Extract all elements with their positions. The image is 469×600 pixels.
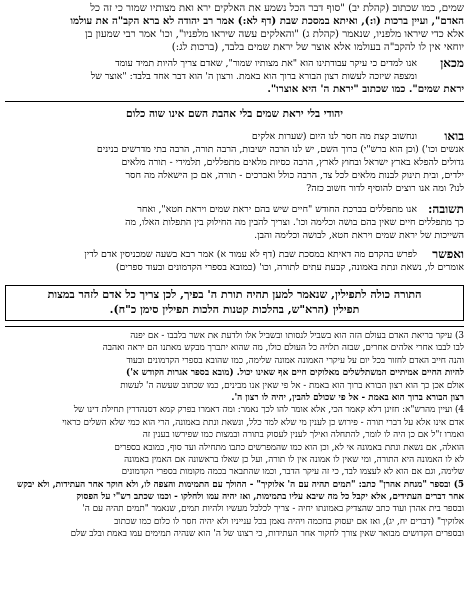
footnote-line: והנה חייב האדם לחזור בכל יום על עיקרי האמונה אמונה שלימה, כמו שהובא בספרי הקדמונים ובעוד bbox=[126, 355, 464, 366]
bou-paragraph bbox=[5, 143, 464, 195]
text-line: אומרים לו, נשאת ונתת באמונה, קבעת עתים לתורה, וכו' (כמובא בספרי הקדמונים ובעוד ספרים) bbox=[115, 262, 464, 273]
teshuva-paragraph bbox=[5, 216, 464, 242]
text-line: כך מתפללים חיים שאין בהם בושה וכלימה וכו'. וצריך להבין מה החילוק בין התפלות האלו, מה bbox=[125, 217, 464, 228]
footnote-line: ובספרים הקדושים מבואר שאין צורך לחקור אחר העתידות, כי רצונו של ה' הוא שנהיה תמימים עמו באמת ובלב שלם bbox=[70, 529, 464, 540]
section-label-veefshar: ואפשר bbox=[432, 247, 464, 261]
mekor-paragraph-end bbox=[5, 83, 464, 96]
footnote-line: הואלה, אם נשאת ונתת באמונה אי לא, וכן הוא כמו שהמפרשים כתבו מתחילה ועד סוף, כמובא בספרים bbox=[114, 442, 464, 453]
footnote-line: 5) ובספר "מנחת אהרן" כתב: "תמים תהיה עם ה' אלוקיך" - ההולך עם התמימות והצפה לו, ולא חוקר אחר העתידות, ולא יבקש bbox=[16, 479, 464, 490]
footnote-rule bbox=[5, 326, 464, 327]
footnote-line: להיות החיים אמיתיים המשתלשלים מאלוקים חיים אף שאינו יכול. (מובא בספר אגרות הקודש א') bbox=[126, 368, 464, 379]
footnote-line: לא לו האמונה היא התורה, ומי שאין לו אמונה אין לו תורה, ועל כן שאלו בראשונה אם האמין באמונה bbox=[124, 454, 464, 465]
text-line: שמים, כמו שכתוב (קהלת יב) "סוף דבר הכל נשמע את האלקים ירא ואת מצותיו שמור כי זה כל bbox=[90, 3, 464, 14]
text-line: אנו למדים כי עיקר עבודתינו הוא "את מצותיו שמור", שאדם צריך להיות תמיד עומד bbox=[115, 58, 417, 69]
text-line: ילדים, ובית תינוק לבנות מלאים לכל צד, הרבה כולל ואברכים - תורה, אם כן הישאלה מה חסר bbox=[125, 170, 464, 181]
text-line: אנשים וכו') (וכן הוא ברש"י) ברוך השם, יש לנו הרבה ישיבות, הרבה תורה, הרבה בתי מדרשים בנינים bbox=[96, 144, 464, 155]
footnote-line: אולם אכן כך הוא רצון הבורא ברוך הוא באמת - אל פי שאין אנו מבינים, כמו שכתוב שעשה ה' לעשות bbox=[120, 380, 464, 391]
text-line: לפרש בהקדם מה דאיתא במסכת שבת (דף לא עמוד א) אמר רבא בשעה שמכניסין אדם לדין bbox=[84, 249, 417, 260]
text-line: אנו מתפללים בברכת החודש "חיים שיש בהם יראת שמים ויראת חטא", ואחר bbox=[137, 204, 417, 215]
footnote-line: שלימה, וגם אם הוא לא לעצמו לבד, כי זה עיקר הדבר, וכמו שהתבאר בכמה מקומות בספרי הקדמונים bbox=[121, 467, 464, 478]
footnote-line: 4) ועיין מהרש"א: חזינן דלא קאמר הכי, אלא אומר להו לכך נאמר: ומה דאמרו בפרק קמא דסנהדרין תחילת דינו של bbox=[73, 405, 464, 416]
text-line: ומצפה שיזכה לעשות רצון הבורא ברוך הוא באמת. ורצון ה' הוא דבר אחד בלבד: "אוצר של bbox=[90, 71, 417, 82]
footnote-line: אחר דברים העתידים, אלא יקבל כל מה שיבא עליו בתמימות, ואז יהיה עמו ולחלקו - וכמו שכתב רש"י על הפסוק bbox=[76, 492, 464, 503]
highlight-box bbox=[5, 285, 464, 321]
section-label-teshuva: תשובה: bbox=[428, 202, 464, 216]
veefshar-paragraph bbox=[5, 261, 464, 274]
footnote-line: ואמרו ז"ל אם כן היה לו לומר, להתחלה ואילך לענין לעסוק בתורה ובמצות כמו שפירשו בענין זה bbox=[142, 430, 464, 441]
footnote-line: אדם אינו אלא על דברי תורה - פירוש כן לענין מי שלא למד כלל, ונשאת ונתת באמונה, הרי הוא כמי שלא השלים כראוי bbox=[62, 417, 464, 428]
veefshar-paragraph-first bbox=[5, 248, 417, 261]
text-line: ונחשוב קצת מה חסר לנו היום (שערות אלקים bbox=[251, 131, 417, 142]
footnote-line: ובספר בית אהרן ועוד כתב שהצדיק באמונתו יחיה - צריך לכלכל מעשיו ולהיות תמים, שנאמר "תמים תהיה עם ה' bbox=[82, 504, 464, 515]
text-line: אלא כדי שיראו מלפניו, שנאמר (קהלת ג) "והאלקים עשה שיראו מלפניו", וכו' אמר רבי שמעון בן bbox=[84, 29, 464, 40]
text-line: יראת שמים". כמו שכתוב "יראת ה' היא אוצרו". bbox=[267, 83, 464, 95]
text-line: האדם", ועיין ברכות (ו:), ואיתא במסכת שבת (דף לא:) אמר רב יהודה לא ברא הקב"ה את עולמו bbox=[70, 15, 464, 27]
box-line: התורה כולה לתפילין, שנאמר למען תהיה תורת ה' בפיך, לכן צריך כל אדם לזהר במצות bbox=[47, 288, 422, 301]
bou-paragraph-first bbox=[5, 130, 417, 143]
section-heading: יהודי בלי יראת שמים בלי אהבת השם אינו שוה כלום bbox=[126, 108, 343, 120]
text-line: גדולים להפלא בארץ ישראל ובחוץ לארץ, הרבה כסיות מלאים מתפללים, תלמידי - תורה מלאים bbox=[121, 157, 464, 168]
text-line: יוחאי אין לו להקב"ה בעולמו אלא אוצר של יראת שמים בלבד, (ברכות לג:) bbox=[171, 42, 464, 53]
footnote-line: אלוקיך" (דברים יח, יג), ואז אם יעסוק בחכמה ויהיה נאמן בכל ענייניו ולא יהיה חסר לו כלום כמו שכתוב bbox=[114, 516, 464, 527]
text-line: לנו? ומה אנו רוצים להוסיף לדור חשוב כזה? bbox=[306, 183, 464, 194]
footnote-line: לבו לבבו אחרי אלהים אחרים, שבזה תלויה כל העולם כולו, מה שהוא יתברך מבקש מאתנו הם יראה ואהבה bbox=[102, 343, 464, 354]
section-label-mekor: מכאן bbox=[440, 56, 464, 70]
text-line: השייכות של יראת שמים ויראת חטא, לבושה וכלימה והבן. bbox=[254, 230, 464, 241]
footnote-line: 3) עיקר בריאת האדם בעולם הזה הוא בשביל לנסותו ובשביל אלו ולדעת את אשר בלבבו - אם יפנה bbox=[130, 331, 464, 341]
box-line: תפילין (הרא"ש, בהלכות קטנות הלכות תפילין סימן כ"ח). bbox=[109, 303, 360, 316]
mekor-paragraph bbox=[5, 57, 417, 83]
divider-rule bbox=[5, 101, 464, 102]
section-label-bou: בואו bbox=[444, 129, 464, 143]
footnote-line: רצון הבורא ברוך הוא באמת - אל פי שכולם להבין, יהיה לו רצון ה'. bbox=[231, 392, 464, 403]
footnotes-block bbox=[5, 330, 464, 541]
top-paragraph bbox=[5, 2, 464, 54]
teshuva-paragraph-first bbox=[5, 203, 417, 216]
